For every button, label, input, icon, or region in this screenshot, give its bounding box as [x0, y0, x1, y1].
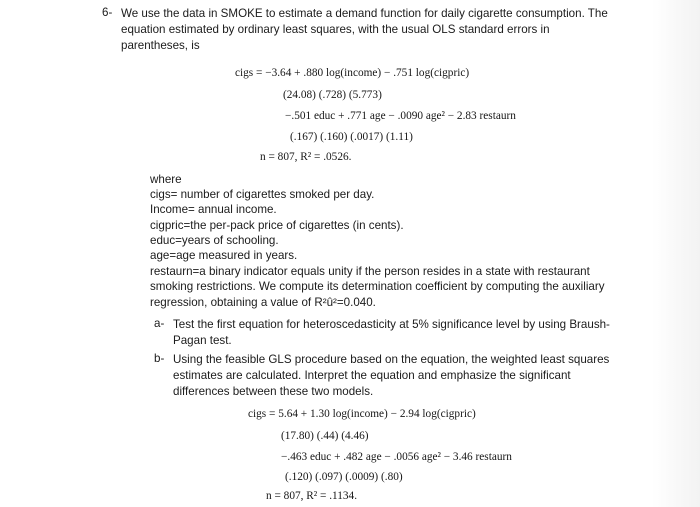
- part-a-line-2: Pagan test.: [173, 334, 232, 347]
- part-b-line-2: estimates are calculated. Interpret the equation and emphasize the significant: [173, 369, 571, 382]
- where-label: where: [150, 173, 182, 186]
- definition-age: age=age measured in years.: [150, 249, 298, 262]
- part-b-label: b-: [154, 352, 165, 365]
- question-intro-line-1: We use the data in SMOKE to estimate a demand function for daily cigarette consumption. The: [121, 7, 608, 20]
- part-b-line-3: differences between these two models.: [173, 385, 374, 398]
- question-intro-line-2: equation estimated by ordinary least squares, with the usual OLS standard errors in: [121, 23, 550, 36]
- part-a-line-1: Test the first equation for heteroscedasticity at 5% significance level by using Braush-: [173, 318, 610, 331]
- definition-restaurn-1: restaurn=a binary indicator equals unity if the person resides in a state with restaurant: [150, 265, 590, 278]
- equation1-line5: n = 807, R² = .0526.: [260, 151, 352, 163]
- definition-restaurn-2: smoking restrictions. We compute its determination coefficient by computing the auxiliary: [150, 280, 605, 293]
- equation1-line3: −.501 educ + .771 age − .0090 age² − 2.83 restaurn: [285, 110, 516, 122]
- definition-income: Income= annual income.: [150, 203, 277, 216]
- equation1-line1: cigs = −3.64 + .880 log(income) − .751 log(cigpric): [235, 67, 470, 79]
- question-intro-line-3: parentheses, is: [121, 39, 200, 52]
- part-b-line-1: Using the feasible GLS procedure based on the equation, the weighted least squares: [173, 353, 610, 366]
- definition-cigs: cigs= number of cigarettes smoked per day.: [150, 188, 375, 201]
- definition-educ: educ=years of schooling.: [150, 234, 279, 247]
- part-a-label: a-: [154, 317, 165, 330]
- definition-restaurn-3: regression, obtaining a value of R²û²=0.040.: [150, 296, 376, 309]
- equation2-line2: (17.80) (.44) (4.46): [281, 430, 369, 442]
- equation2-line1: cigs = 5.64 + 1.30 log(income) − 2.94 log(cigpric): [248, 408, 476, 420]
- equation1-line2: (24.08) (.728) (5.773): [283, 89, 382, 101]
- question-number: 6-: [102, 6, 113, 19]
- definition-cigpric: cigpric=the per-pack price of cigarettes (in cents).: [150, 219, 404, 232]
- equation1-line4: (.167) (.160) (.0017) (1.11): [290, 131, 413, 143]
- page-edge-shadow: [652, 0, 700, 507]
- equation2-line3: −.463 educ + .482 age − .0056 age² − 3.46 restaurn: [281, 451, 512, 463]
- equation2-line4: (.120) (.097) (.0009) (.80): [285, 471, 403, 483]
- equation2-line5: n = 807, R² = .1134.: [266, 490, 358, 502]
